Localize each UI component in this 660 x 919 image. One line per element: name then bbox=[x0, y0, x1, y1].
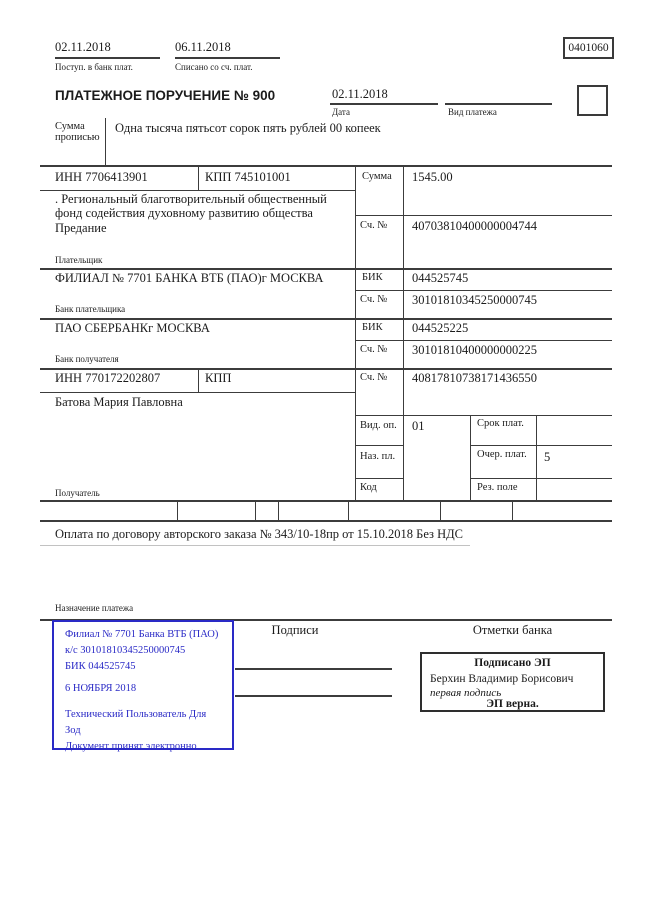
table-line bbox=[40, 268, 612, 270]
bank-stamp-line: Документ принят электронно bbox=[65, 741, 197, 752]
esign-verified: ЭП верна. bbox=[486, 698, 539, 710]
op-kind-label: Вид. оп. bbox=[360, 420, 397, 431]
table-line bbox=[40, 500, 612, 502]
table-line bbox=[355, 478, 403, 479]
esign-stamp bbox=[420, 652, 605, 712]
payee-bank-account-label: Сч. № bbox=[360, 344, 388, 355]
bank-stamp-line: к/с 30101810345250000745 bbox=[65, 645, 186, 656]
payee-bank-bik: 044525225 bbox=[412, 321, 469, 335]
esign-name: Берхин Владимир Борисович bbox=[430, 673, 574, 685]
payee-label: Получатель bbox=[55, 488, 100, 498]
table-line bbox=[255, 500, 256, 520]
date-underline bbox=[330, 103, 438, 105]
table-line bbox=[440, 500, 441, 520]
received-date-underline bbox=[55, 57, 160, 59]
bank-stamp-line: Технический Пользователь Для bbox=[65, 709, 207, 720]
payer-account-label: Сч. № bbox=[360, 220, 388, 231]
table-line bbox=[348, 500, 349, 520]
order-value: 5 bbox=[544, 450, 551, 464]
bank-stamp-line: Филиал № 7701 Банка ВТБ (ПАО) bbox=[65, 629, 219, 640]
payer-account: 40703810400000004744 bbox=[412, 219, 537, 233]
amount-words-divider bbox=[105, 118, 106, 165]
written-off-date-underline bbox=[175, 57, 280, 59]
table-line bbox=[355, 445, 403, 446]
bank-stamp-line: 6 НОЯБРЯ 2018 bbox=[65, 683, 137, 694]
table-line bbox=[278, 500, 279, 520]
payee-bank-label: Банк получателя bbox=[55, 354, 119, 364]
table-line bbox=[198, 368, 199, 392]
payee-bank-name: ПАО СБЕРБАНКг МОСКВА bbox=[55, 321, 210, 335]
purpose-underline bbox=[40, 545, 470, 546]
table-line bbox=[512, 500, 513, 520]
table-line bbox=[40, 318, 612, 320]
sum-label: Сумма bbox=[362, 171, 392, 182]
payer-label: Плательщик bbox=[55, 255, 103, 265]
purpose-label: Назначение платежа bbox=[55, 603, 134, 613]
amount-words-label: Сумма прописью bbox=[55, 121, 100, 143]
bank-stamp bbox=[52, 620, 234, 750]
esign-subtitle: первая подпись bbox=[430, 687, 502, 699]
payer-kpp: КПП 745101001 bbox=[205, 170, 291, 184]
table-line bbox=[355, 340, 612, 341]
payer-name: . Региональный благотворительный общественный фонд содействия духовному развитию общества Предание bbox=[55, 192, 327, 235]
code-label: Код bbox=[360, 482, 377, 493]
table-line bbox=[40, 368, 612, 370]
table-line bbox=[470, 478, 612, 479]
payee-account: 40817810738171436550 bbox=[412, 371, 537, 385]
order-label: Очер. плат. bbox=[477, 449, 527, 460]
table-line bbox=[470, 445, 612, 446]
document-date: 02.11.2018 bbox=[332, 87, 388, 101]
table-line bbox=[403, 165, 404, 500]
purpose-text: Оплата по договору авторского заказа № 343/10-18пр от 15.10.2018 Без НДС bbox=[55, 527, 464, 541]
received-date-label: Поступ. в банк плат. bbox=[55, 62, 133, 72]
table-line bbox=[355, 215, 612, 216]
reserve-label: Рез. поле bbox=[477, 482, 518, 493]
table-line bbox=[40, 190, 355, 191]
payer-bank-account-label: Сч. № bbox=[360, 294, 388, 305]
table-line bbox=[470, 415, 471, 500]
date-label: Дата bbox=[332, 107, 350, 117]
bank-stamp-line: БИК 044525745 bbox=[65, 661, 136, 672]
sum-value: 1545.00 bbox=[412, 170, 453, 184]
op-kind-value: 01 bbox=[412, 419, 425, 433]
table-line bbox=[40, 392, 355, 393]
form-code-box: 0401060 bbox=[563, 37, 614, 59]
payer-bank-name: ФИЛИАЛ № 7701 БАНКА ВТБ (ПАО)г МОСКВА bbox=[55, 271, 324, 285]
purpose-code-label: Наз. пл. bbox=[360, 451, 396, 462]
table-line bbox=[355, 290, 612, 291]
table-line bbox=[40, 165, 612, 167]
payer-bank-bik-label: БИК bbox=[362, 272, 383, 283]
table-line bbox=[536, 415, 537, 500]
term-label: Срок плат. bbox=[477, 418, 524, 429]
page-title: ПЛАТЕЖНОЕ ПОРУЧЕНИЕ № 900 bbox=[55, 88, 276, 103]
signatures-label: Подписи bbox=[271, 623, 319, 637]
table-line bbox=[40, 520, 612, 522]
bank-stamp-line: Зод bbox=[65, 725, 81, 736]
status-checkbox bbox=[577, 85, 608, 116]
table-line bbox=[177, 500, 178, 520]
table-line bbox=[355, 165, 356, 500]
payee-bank-account: 30101810400000000225 bbox=[412, 343, 537, 357]
bank-marks-label: Отметки банка bbox=[472, 623, 553, 637]
signature-line-1 bbox=[235, 668, 392, 670]
amount-words-value: Одна тысяча пятьсот сорок пять рублей 00 копеек bbox=[115, 121, 381, 135]
payee-kpp-label: КПП bbox=[205, 371, 232, 385]
payer-bank-bik: 044525745 bbox=[412, 271, 469, 285]
payee-name: Батова Мария Павловна bbox=[55, 395, 183, 409]
payment-kind-underline bbox=[445, 103, 552, 105]
payer-inn: ИНН 7706413901 bbox=[55, 170, 148, 184]
table-line bbox=[198, 165, 199, 190]
written-off-date-label: Списано со сч. плат. bbox=[175, 62, 253, 72]
payee-bank-bik-label: БИК bbox=[362, 322, 383, 333]
payer-bank-label: Банк плательщика bbox=[55, 304, 126, 314]
payer-bank-account: 30101810345250000745 bbox=[412, 293, 537, 307]
esign-title: Подписано ЭП bbox=[474, 657, 551, 669]
table-line bbox=[355, 415, 612, 416]
signature-line-2 bbox=[235, 695, 392, 697]
payee-account-label: Сч. № bbox=[360, 372, 388, 383]
payee-inn: ИНН 770172202807 bbox=[55, 371, 161, 385]
written-off-date: 06.11.2018 bbox=[175, 40, 231, 54]
received-date: 02.11.2018 bbox=[55, 40, 111, 54]
payment-kind-label: Вид платежа bbox=[448, 107, 497, 117]
